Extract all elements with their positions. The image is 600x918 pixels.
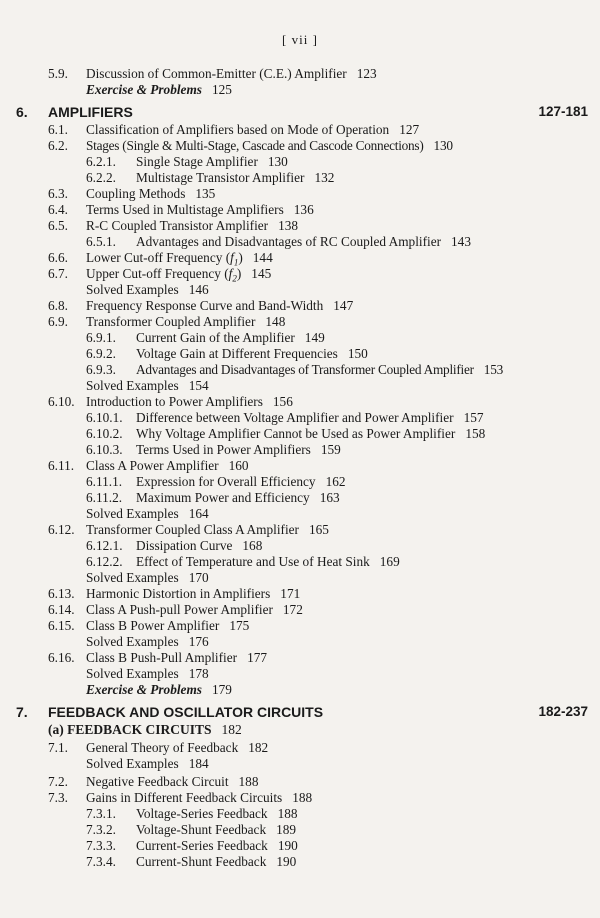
page-number: 157 [463,410,484,425]
toc-entry [136,426,485,442]
entry-number: 6.13. [48,586,75,601]
entry-number: 6.9.3. [86,362,116,377]
entry-title: Solved Examples [86,570,179,585]
entry-title: Solved Examples [86,282,179,297]
toc-entry [86,218,298,234]
entry-title: R-C Coupled Transistor Amplifier [86,218,269,233]
entry-number: 6.12.1. [86,538,123,553]
entry-title: Stages (Single & Multi-Stage, Cascade and Cascode Connections) [86,138,424,153]
page-number: 168 [242,538,263,553]
entry-title: Maximum Power and Efficiency [136,490,310,505]
entry-number: 6.14. [48,602,75,617]
entry-number: 6.6. [48,250,68,265]
toc-entry [86,740,268,756]
chapter-page-range: 127-181 [538,104,588,119]
entry-number: 6.11. [48,458,75,473]
page-number: 179 [211,682,232,697]
page-number: 135 [195,186,216,201]
page-number: 143 [451,234,471,249]
page-number: 127 [399,122,420,137]
entry-number: 7.3.1. [86,806,116,821]
entry-title: Dissipation Curve [136,538,233,553]
entry-number: 6.7. [48,266,68,281]
page-number: 123 [356,66,377,81]
entry-number: 6.10.1. [86,410,123,425]
entry-title: Solved Examples [86,378,179,393]
entry-title: Solved Examples [86,756,179,771]
entry-title: Why Voltage Amplifier Cannot be Used as Power Amplifier [136,426,456,441]
page-number: 188 [292,790,313,805]
chapter-title: FEEDBACK AND OSCILLATOR CIRCUITS [48,704,324,720]
entry-title: Class B Push-Pull Amplifier [86,650,238,665]
page-number: 165 [309,522,329,537]
chapter-number: 6. [16,104,28,120]
entry-number: 6.12.2. [86,554,123,569]
page-number: 145 [251,266,272,281]
chapter-number: 7. [16,704,28,720]
page-number: 136 [293,202,314,217]
toc-entry [86,586,300,602]
toc-entry [136,362,503,378]
entry-number: 6.9.2. [86,346,116,361]
page-number: 148 [265,314,286,329]
entry-number: 6.9. [48,314,68,329]
toc-entry [86,774,258,790]
toc-entry [136,234,471,250]
toc-entry [136,154,288,170]
toc-entry [136,538,262,554]
entry-number: 5.9. [48,66,68,81]
toc-entry [136,410,484,426]
entry-title: Current Gain of the Amplifier [136,330,295,345]
page-number: 170 [188,570,209,585]
page-number: 154 [188,378,209,393]
entry-number: 6.5.1. [86,234,116,249]
entry-title: Terms Used in Power Amplifiers [136,442,311,457]
entry-title: Harmonic Distortion in Amplifiers [86,586,271,601]
toc-entry [86,602,303,618]
entry-title: Discussion of Common-Emitter (C.E.) Amplifier [86,66,347,81]
page-number: 159 [320,442,341,457]
subheading-text: (a) FEEDBACK CIRCUITS [48,722,212,737]
toc-entry [86,570,209,586]
entry-title: Multistage Transistor Amplifier [136,170,305,185]
toc-entry [136,330,325,346]
entry-title: Gains in Different Feedback Circuits [86,790,283,805]
page-number: 175 [229,618,250,633]
toc-entry [86,66,377,82]
entry-title: Class A Push-pull Power Amplifier [86,602,273,617]
page-number: 188 [277,806,298,821]
entry-title: Solved Examples [86,634,179,649]
entry-number: 6.4. [48,202,68,217]
toc-entry [86,298,353,314]
toc-entry [136,474,346,490]
toc-entry [86,314,285,330]
entry-number: 7.1. [48,740,68,755]
page-number: 138 [278,218,299,233]
page-number: 178 [188,666,209,681]
entry-title: Class B Power Amplifier [86,618,220,633]
entry-number: 7.3. [48,790,68,805]
entry-title: Expression for Overall Efficiency [136,474,316,489]
page-number: 125 [211,82,232,97]
page-number: 169 [379,554,400,569]
toc-entry [86,522,329,538]
entry-number: 6.10.2. [86,426,123,441]
page-number: 190 [276,854,297,869]
page-number: 163 [319,490,340,505]
page-number: 171 [280,586,301,601]
toc-entry [86,634,209,650]
entry-number: 6.10.3. [86,442,123,457]
entry-title: Advantages and Disadvantages of Transformer Coupled Amplifier [136,362,474,377]
page-number: 177 [247,650,268,665]
toc-entry [86,506,209,522]
page-header: [ vii ] [282,32,318,47]
toc-entry [86,122,419,138]
toc-entry [136,838,298,854]
entry-number: 6.12. [48,522,75,537]
entry-title: Transformer Coupled Amplifier [86,314,256,329]
entry-title: Solved Examples [86,506,179,521]
page-number: 162 [325,474,346,489]
page-number: 130 [433,138,453,153]
entry-number: 6.2.2. [86,170,116,185]
entry-number: 7.2. [48,774,68,789]
page-number: 182 [221,722,242,737]
toc-entry [86,650,267,666]
page-number: 164 [188,506,209,521]
toc-entry [86,790,312,806]
entry-title: Current-Shunt Feedback [136,854,267,869]
entry-number: 6.11.1. [86,474,123,489]
page-number: 147 [333,298,354,313]
entry-title: Introduction to Power Amplifiers [86,394,263,409]
page-number: 184 [188,756,209,771]
toc-entry [136,554,400,570]
toc-entry [86,618,249,634]
toc-entry [86,282,209,298]
entry-number: 6.9.1. [86,330,116,345]
toc-entry [86,458,249,474]
toc-entry [86,394,293,410]
page-number: 144 [252,250,273,265]
entry-number: 6.11.2. [86,490,123,505]
page-number: 149 [304,330,325,345]
page-number: 158 [465,426,486,441]
entry-number: 7.3.4. [86,854,116,869]
entry-title: Voltage Gain at Different Frequencies [136,346,338,361]
entry-title: Current-Series Feedback [136,838,268,853]
toc-entry [136,346,368,362]
toc-entry [136,806,298,822]
entry-number: 6.16. [48,650,75,665]
page-number: 132 [314,170,335,185]
entry-title: Negative Feedback Circuit [86,774,229,789]
entry-number: 6.15. [48,618,75,633]
entry-title: Voltage-Shunt Feedback [136,822,267,837]
section-subheading [48,722,242,738]
entry-title: Voltage-Series Feedback [136,806,268,821]
toc-entry [86,378,209,394]
page-number: 189 [276,822,297,837]
entry-title: Classification of Amplifiers based on Mode of Operation [86,122,390,137]
entry-title: Single Stage Amplifier [136,154,258,169]
entry-number: 6.1. [48,122,68,137]
page-number: 172 [282,602,303,617]
toc-entry [86,82,232,98]
entry-number: 7.3.3. [86,838,116,853]
chapter-title: AMPLIFIERS [48,104,133,120]
toc-entry [86,138,453,154]
page-number: 160 [228,458,249,473]
entry-number: 7.3.2. [86,822,116,837]
toc-entry [136,442,341,458]
entry-number: 6.3. [48,186,68,201]
entry-title: Class A Power Amplifier [86,458,219,473]
toc-entry [86,682,232,698]
toc-entry [86,202,314,218]
entry-title: Transformer Coupled Class A Amplifier [86,522,299,537]
entry-number: 6.2.1. [86,154,116,169]
entry-title: Coupling Methods [86,186,186,201]
toc-entry [86,666,209,682]
page-number: 182 [248,740,269,755]
toc-entry [86,756,209,772]
toc-entry [86,186,215,202]
entry-title: General Theory of Feedback [86,740,239,755]
toc-entry [136,490,340,506]
entry-number: 6.2. [48,138,68,153]
page-number: 146 [188,282,209,297]
page-number: 150 [347,346,368,361]
page-number: 176 [188,634,209,649]
toc-entry [136,822,296,838]
chapter-page-range: 182-237 [538,704,588,719]
page-number: 130 [267,154,288,169]
entry-title: Effect of Temperature and Use of Heat Sink [136,554,370,569]
entry-number: 6.8. [48,298,68,313]
entry-title: Exercise & Problems [86,682,202,697]
page-number: 156 [272,394,293,409]
entry-title: Solved Examples [86,666,179,681]
entry-title: Difference between Voltage Amplifier and Power Amplifier [136,410,454,425]
entry-title: Lower Cut-off Frequency $(f_1)$ [86,250,243,268]
entry-title: Terms Used in Multistage Amplifiers [86,202,284,217]
entry-title: Upper Cut-off Frequency $(f_2)$ [86,266,242,284]
entry-title: Frequency Response Curve and Band-Width [86,298,324,313]
toc-entry [136,170,334,186]
page-number: 188 [238,774,259,789]
page-number: 190 [277,838,298,853]
toc-entry [136,854,296,870]
page-number: 153 [483,362,503,377]
entry-number: 6.10. [48,394,75,409]
entry-title: Advantages and Disadvantages of RC Coupled Amplifier [136,234,442,249]
entry-title: Exercise & Problems [86,82,202,97]
entry-number: 6.5. [48,218,68,233]
